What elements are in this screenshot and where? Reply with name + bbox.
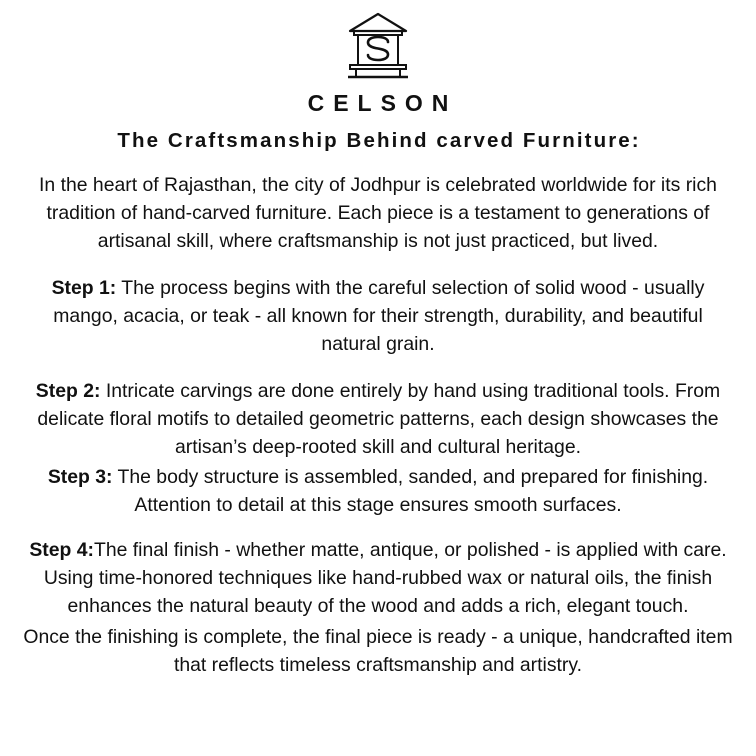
step-4-text: The final finish - whether matte, antique, or polished - is applied with care. Using time-honored techniques like hand-rubbed wax or natural oils, the finish enhances the natural beauty of the wood and adds a rich, elegant touch. — [43, 539, 727, 618]
step-1-label: Step 1: — [51, 276, 117, 299]
step-3-label: Step 3: — [47, 466, 113, 489]
step-4-paragraph — [21, 537, 735, 621]
step-2-paragraph — [21, 378, 735, 462]
step-1-text: The process begins with the careful selection of solid wood - usually mango, acacia, or teak - all known for their strength, durability, and beautiful natural grain. — [53, 276, 705, 355]
step-4-label: Step 4: — [29, 539, 94, 562]
closing-paragraph: Once the finishing is complete, the final piece is ready - a unique, handcrafted item that reflects timeless craftsmanship and artistry. — [23, 626, 733, 677]
step-3-paragraph — [21, 464, 735, 520]
step-3-text: The body structure is assembled, sanded, and prepared for finishing. Attention to detail at this stage ensures smooth surfaces. — [112, 466, 709, 517]
step-2-label: Step 2: — [35, 379, 101, 402]
brand-name: CELSON — [307, 90, 458, 116]
intro-paragraph: In the heart of Rajasthan, the city of Jodhpur is celebrated worldwide for its rich tradition of hand-carved furniture. Each piece is a testament to generations of artisanal skill, where craftsmanship is not just practiced, but lived. — [39, 174, 717, 252]
step-1-paragraph — [21, 275, 735, 359]
page-title: The Craftsmanship Behind carved Furniture: — [117, 129, 641, 152]
step-2-text: Intricate carvings are done entirely by hand using traditional tools. From delicate floral motifs to detailed geometric patterns, each design showcases the artisan’s deep-rooted skill and cultural heritage. — [37, 379, 721, 458]
house-monogram-logo-icon — [330, 10, 426, 84]
